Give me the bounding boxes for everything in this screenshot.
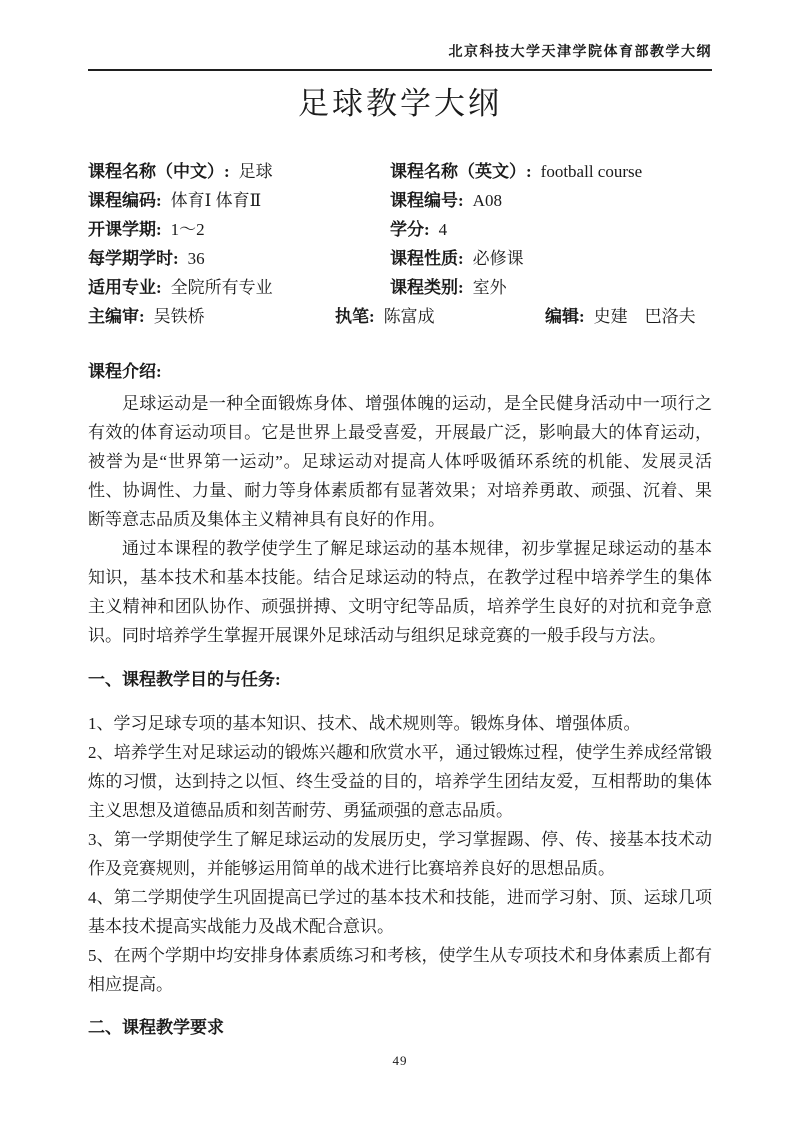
info-row-semester — [88, 215, 712, 244]
field-label: 主编审: — [88, 307, 145, 326]
field-value: 必修课 — [472, 249, 524, 268]
field-label: 开课学期: — [88, 220, 162, 239]
goal-item: 5、在两个学期中均安排身体素质练习和考核，使学生从专项技术和身体素质上都有相应提高。 — [88, 946, 712, 994]
field-value: 史建 巴洛夫 — [593, 307, 696, 326]
info-row-name — [88, 157, 712, 186]
document-header: 北京科技大学天津学院体育部教学大纲 — [448, 45, 712, 60]
intro-heading: 课程介绍: — [88, 362, 162, 381]
field-label: 每学期学时: — [88, 249, 179, 268]
field-value: 1～2 — [170, 220, 205, 239]
field-label: 课程编号: — [390, 191, 464, 210]
field-value: A08 — [472, 191, 502, 210]
goal-item: 1、学习足球专项的基本知识、技术、战术规则等。锻炼身体、增强体质。 — [88, 714, 641, 733]
goal-item: 4、第二学期使学生巩固提高已学过的基本技术和技能，进而学习射、顶、运球几项基本技术提高实战能力及战术配合意识。 — [88, 888, 712, 936]
field-value: 4 — [438, 220, 448, 239]
info-cell — [88, 157, 390, 186]
goals-heading: 一、课程教学目的与任务: — [88, 670, 281, 689]
field-value: 足球 — [238, 162, 273, 181]
intro-paragraph: 足球运动是一种全面锻炼身体、增强体魄的运动，是全民健身活动中一项行之有效的体育运动项目。它是世界上最受喜爱，开展最广泛，影响最大的体育运动，被誉为是“世界第一运动”。足球运动对提高人体呼吸循环系统的机能、发展灵活性、协调性、力量、耐力等身体素质都有显著效果；对培养勇敢、顽强、沉着、果断等意志品质及集体主义精神具有良好的作用。 — [88, 394, 712, 529]
intro-paragraph: 通过本课程的教学使学生了解足球运动的基本规律，初步掌握足球运动的基本知识，基本技术和基本技能。结合足球运动的特点，在教学过程中培养学生的集体主义精神和团队协作、顽强拼搏、文明守纪等品质，培养学生良好的对抗和竞争意识。同时培养学生掌握开展课外足球活动与组织足球竞赛的一般手段与方法。 — [88, 539, 712, 645]
field-value: 陈富成 — [383, 307, 435, 326]
page-title: 足球教学大纲 — [298, 86, 502, 121]
info-cell — [390, 215, 712, 244]
info-cell — [390, 273, 712, 302]
field-value: 36 — [187, 249, 205, 268]
field-label: 执笔: — [335, 307, 375, 326]
info-cell — [390, 157, 712, 186]
goal-item: 2、培养学生对足球运动的锻炼兴趣和欣赏水平，通过锻炼过程，使学生养成经常锻炼的习惯，达到持之以恒、终生受益的目的，培养学生团结友爱，互相帮助的集体主义思想及道德品质和刻苦耐劳、勇猛顽强的意志品质。 — [88, 743, 712, 820]
info-cell — [335, 302, 545, 331]
goal-item: 3、第一学期使学生了解足球运动的发展历史，学习掌握踢、停、传、接基本技术动作及竞赛规则，并能够运用简单的战术进行比赛培养良好的思想品质。 — [88, 830, 712, 878]
field-value: 吴铁桥 — [153, 307, 205, 326]
field-label: 编辑: — [545, 307, 585, 326]
field-value: 室外 — [472, 278, 507, 297]
field-label: 课程名称（英文）: — [390, 162, 532, 181]
field-label: 课程类别: — [390, 278, 464, 297]
goals-list — [88, 709, 712, 999]
field-label: 学分: — [390, 220, 430, 239]
info-cell — [545, 302, 712, 331]
header-rule — [88, 69, 712, 71]
field-value: football course — [540, 162, 643, 181]
info-row-majors — [88, 273, 712, 302]
info-cell — [88, 186, 390, 215]
info-row-code — [88, 186, 712, 215]
info-cell — [390, 244, 712, 273]
info-cell — [390, 186, 712, 215]
requirements-heading: 二、课程教学要求 — [88, 1018, 224, 1037]
info-cell — [88, 302, 335, 331]
field-value: 全院所有专业 — [170, 278, 273, 297]
field-label: 适用专业: — [88, 278, 162, 297]
info-row-editors — [88, 302, 712, 331]
info-cell — [88, 215, 390, 244]
course-info — [88, 157, 712, 331]
field-label: 课程名称（中文）: — [88, 162, 230, 181]
page-number: 49 — [392, 1053, 408, 1068]
info-cell — [88, 273, 390, 302]
info-row-hours — [88, 244, 712, 273]
field-label: 课程性质: — [390, 249, 464, 268]
info-cell — [88, 244, 390, 273]
field-value: 体育Ⅰ 体育Ⅱ — [170, 191, 262, 210]
field-label: 课程编码: — [88, 191, 162, 210]
